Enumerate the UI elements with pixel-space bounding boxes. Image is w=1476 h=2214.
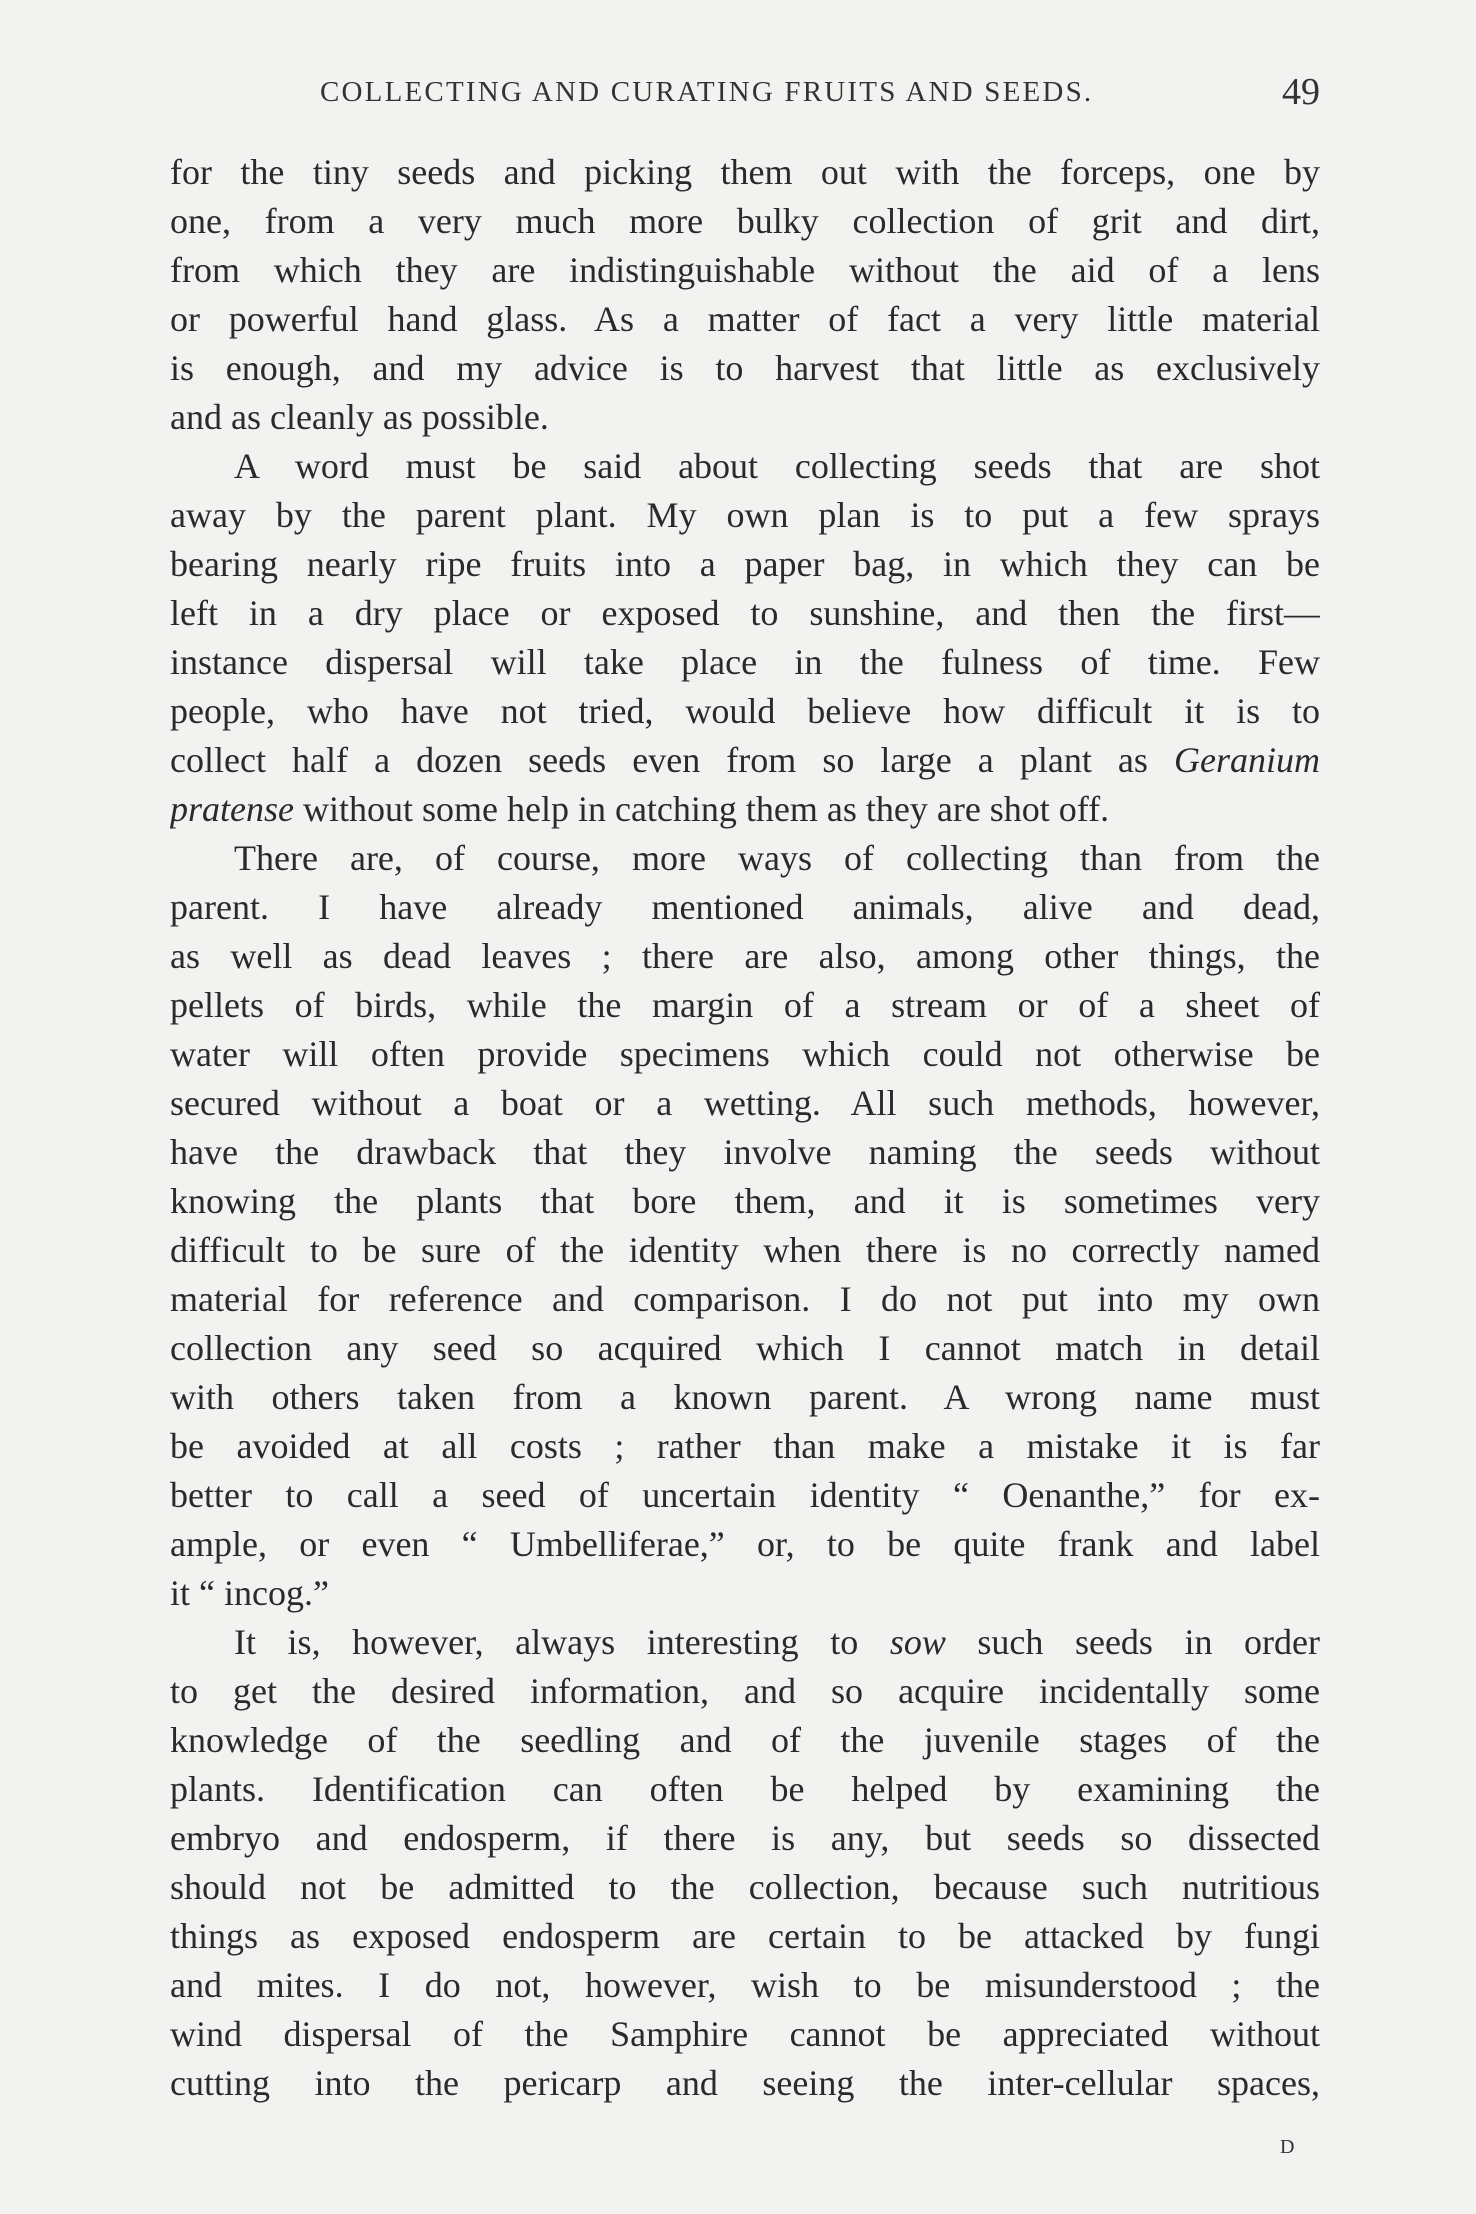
line-text: pellets of birds, while the margin of a stream or of a sheet of xyxy=(170,985,1320,1025)
text-line xyxy=(170,1863,1320,1912)
line-text: better to call a seed of uncertain identity “ Oenanthe,” for ex- xyxy=(170,1475,1320,1515)
line-text: There are, of course, more ways of collecting than from the xyxy=(234,838,1320,878)
text-line xyxy=(170,1814,1320,1863)
signature-mark: D xyxy=(1280,2136,1296,2158)
line-text: water will often provide specimens which could not otherwise be xyxy=(170,1034,1320,1074)
line-text: without some help in catching them as they are shot off. xyxy=(293,789,1110,829)
text-line xyxy=(170,246,1320,295)
text-line xyxy=(170,785,1320,834)
text-line xyxy=(170,197,1320,246)
line-text: It is, however, always interesting to xyxy=(234,1622,890,1662)
text-line xyxy=(170,932,1320,981)
text-line xyxy=(170,540,1320,589)
running-title: COLLECTING AND CURATING FRUITS AND SEEDS. xyxy=(320,76,1094,108)
line-text: plants. Identification can often be helped by examining the xyxy=(170,1769,1320,1809)
line-text: as well as dead leaves ; there are also, among other things, the xyxy=(170,936,1320,976)
line-text: parent. I have already mentioned animals, alive and dead, xyxy=(170,887,1320,927)
line-text: collect half a dozen seeds even from so large a plant as xyxy=(170,740,1174,780)
text-line xyxy=(170,1373,1320,1422)
line-text: away by the parent plant. My own plan is to put a few sprays xyxy=(170,495,1320,535)
line-text: knowledge of the seedling and of the juvenile stages of the xyxy=(170,1720,1320,1760)
text-line xyxy=(170,1667,1320,1716)
line-text: cutting into the pericarp and seeing the inter-cellular spaces, xyxy=(170,2063,1320,2103)
text-line xyxy=(170,981,1320,1030)
line-text: it “ incog.” xyxy=(170,1573,329,1613)
line-text: one, from a very much more bulky collection of grit and dirt, xyxy=(170,201,1320,241)
line-text: bearing nearly ripe fruits into a paper bag, in which they can be xyxy=(170,544,1320,584)
text-line xyxy=(170,2010,1320,2059)
italic-term: Geranium xyxy=(1174,740,1320,780)
text-line xyxy=(170,393,1320,442)
line-text: left in a dry place or exposed to sunshine, and then the first— xyxy=(170,593,1320,633)
line-text: and as cleanly as possible. xyxy=(170,397,549,437)
line-text: difficult to be sure of the identity when there is no correctly named xyxy=(170,1230,1320,1270)
body-text xyxy=(170,148,1320,2108)
text-line xyxy=(170,1618,1320,1667)
line-text: material for reference and comparison. I do not put into my own xyxy=(170,1279,1320,1319)
line-text: should not be admitted to the collection, because such nutritious xyxy=(170,1867,1320,1907)
line-text: from which they are indistinguishable without the aid of a lens xyxy=(170,250,1320,290)
text-line xyxy=(170,736,1320,785)
line-text: or powerful hand glass. As a matter of fact a very little material xyxy=(170,299,1320,339)
text-line xyxy=(170,491,1320,540)
line-text: things as exposed endosperm are certain to be attacked by fungi xyxy=(170,1916,1320,1956)
running-head xyxy=(170,70,1320,120)
text-line xyxy=(170,1912,1320,1961)
text-line xyxy=(170,1177,1320,1226)
line-text: people, who have not tried, would believe how difficult it is to xyxy=(170,691,1320,731)
line-text: ample, or even “ Umbelliferae,” or, to be quite frank and label xyxy=(170,1524,1320,1564)
line-text: to get the desired information, and so acquire incidentally some xyxy=(170,1671,1320,1711)
text-line xyxy=(170,442,1320,491)
text-line xyxy=(170,1471,1320,1520)
line-text: knowing the plants that bore them, and it is sometimes very xyxy=(170,1181,1320,1221)
line-text: have the drawback that they involve naming the seeds without xyxy=(170,1132,1320,1172)
line-text: A word must be said about collecting seeds that are shot xyxy=(234,446,1320,486)
text-line xyxy=(170,1324,1320,1373)
text-line xyxy=(170,834,1320,883)
text-line xyxy=(170,1079,1320,1128)
line-text: embryo and endosperm, if there is any, but seeds so dissected xyxy=(170,1818,1320,1858)
text-line xyxy=(170,344,1320,393)
text-line xyxy=(170,1128,1320,1177)
line-text: and mites. I do not, however, wish to be misunderstood ; the xyxy=(170,1965,1320,2005)
text-line xyxy=(170,1569,1320,1618)
text-line xyxy=(170,2059,1320,2108)
line-text: is enough, and my advice is to harvest that little as exclusively xyxy=(170,348,1320,388)
text-line xyxy=(170,1275,1320,1324)
line-text: for the tiny seeds and picking them out with the forceps, one by xyxy=(170,152,1320,192)
italic-term: sow xyxy=(889,1622,946,1662)
text-line xyxy=(170,1961,1320,2010)
text-line xyxy=(170,589,1320,638)
text-line xyxy=(170,1422,1320,1471)
text-line xyxy=(170,1520,1320,1569)
text-line xyxy=(170,1716,1320,1765)
page-number: 49 xyxy=(1282,71,1320,113)
line-text: wind dispersal of the Samphire cannot be appreciated without xyxy=(170,2014,1320,2054)
italic-term: pratense xyxy=(170,789,294,829)
line-text: such seeds in order xyxy=(945,1622,1320,1662)
line-text: with others taken from a known parent. A wrong name must xyxy=(170,1377,1320,1417)
text-line xyxy=(170,687,1320,736)
line-text: be avoided at all costs ; rather than make a mistake it is far xyxy=(170,1426,1320,1466)
line-text: secured without a boat or a wetting. All such methods, however, xyxy=(170,1083,1320,1123)
line-text: instance dispersal will take place in the fulness of time. Few xyxy=(170,642,1320,682)
text-line xyxy=(170,295,1320,344)
line-text: collection any seed so acquired which I cannot match in detail xyxy=(170,1328,1320,1368)
text-line xyxy=(170,638,1320,687)
text-line xyxy=(170,1030,1320,1079)
text-line xyxy=(170,1226,1320,1275)
text-line xyxy=(170,883,1320,932)
text-line xyxy=(170,1765,1320,1814)
text-line xyxy=(170,148,1320,197)
